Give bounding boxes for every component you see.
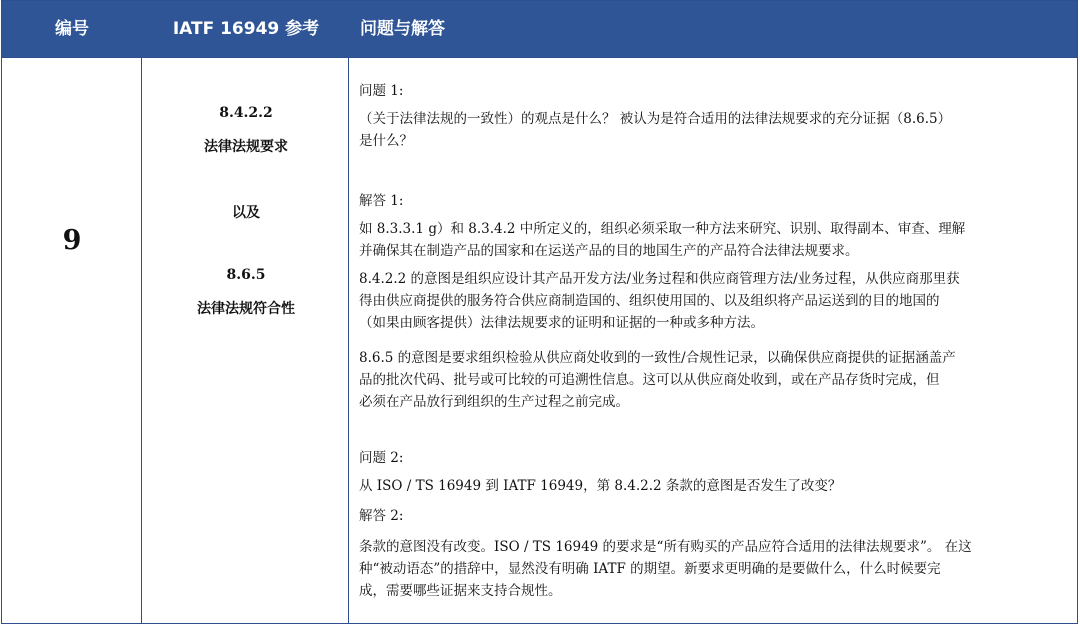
a2-line1: 条款的意图没有改变。ISO / TS 16949 的要求是“所有购买的产品应符合适用的法律法规要求”。 在这: [359, 539, 972, 555]
qa-table: [1, 0, 1078, 624]
a1-p2-line1: 8.4.2.2 的意图是组织应设计其产品开发方法/业务过程和供应商管理方法/业务过程，从供应商那里获: [359, 271, 960, 287]
clause2-code: 8.6.5: [226, 267, 266, 283]
a1-p3-line3: 必须在产品放行到组织的生产过程之前完成。: [359, 394, 629, 410]
a2-line3: 成，需要哪些证据来支持合规性。: [359, 583, 562, 599]
clause1-code: 8.4.2.2: [219, 105, 273, 121]
q2-label: 问题 2:: [359, 450, 404, 466]
a1-p2-line3: （如果由顾客提供）法律法规要求的证明和证据的一种或多种方法。: [359, 315, 764, 331]
a1-label: 解答 1:: [359, 193, 404, 209]
a1-p3-line1: 8.6.5 的意图是要求组织检验从供应商处收到的一致性/合规性记录，以确保供应商提供的证据涵盖产: [359, 350, 956, 366]
a1-p3-line2: 品的批次代码、批号或可比较的可追溯性信息。这可以从供应商处收到，或在产品存货时完成，但: [359, 372, 940, 388]
a1-p1-line1: 如 8.3.3.1 g）和 8.3.4.2 中所定义的，组织必须采取一种方法来研究、识别、取得副本、审查、理解: [359, 221, 966, 237]
q2-text: 从 ISO / TS 16949 到 IATF 16949，第 8.4.2.2 条款的意图是否发生了改变？: [359, 478, 842, 494]
header-qa: 问题与解答: [360, 19, 445, 39]
clause2-title: 法律法规符合性: [197, 301, 295, 317]
header-number: 编号: [55, 19, 89, 39]
q1-line2: 是什么？: [359, 133, 413, 149]
header-divider: [2, 57, 1077, 58]
q1-label: 问题 1:: [359, 83, 404, 99]
a1-p2-line2: 得由供应商提供的服务符合供应商制造国的、组织使用国的、以及组织将产品运送到的目的地国的: [359, 293, 940, 309]
a2-line2: 种“被动语态”的措辞中，显然没有明确 IATF 的期望。新要求更明确的是要做什么，什么时候要完: [359, 561, 941, 577]
table-header: [2, 1, 1077, 57]
q1-line1: （关于法律法规的一致性）的观点是什么？ 被认为是符合适用的法律法规要求的充分证据（8.6.5）: [359, 111, 952, 127]
clause1-title: 法律法规要求: [204, 139, 288, 155]
a2-label: 解答 2:: [359, 508, 404, 524]
header-reference: IATF 16949 参考: [172, 19, 320, 39]
a1-p1-line2: 并确保其在制造产品的国家和在运送产品的目的地国生产的产品符合法律法规要求。: [359, 243, 859, 259]
connector-text: 以及: [232, 205, 260, 221]
row-number: 9: [62, 225, 82, 256]
